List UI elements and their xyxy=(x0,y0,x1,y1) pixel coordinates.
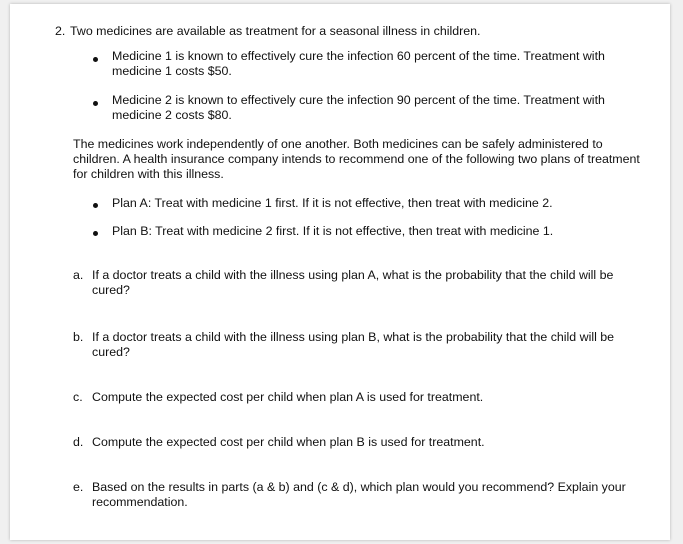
document-page xyxy=(10,4,670,540)
part-c-letter: c. xyxy=(73,390,83,404)
question-number: 2. xyxy=(55,24,66,38)
part-e-letter: e. xyxy=(73,480,84,494)
bullet-icon xyxy=(93,231,98,236)
bullet-icon xyxy=(93,101,98,106)
part-a-text: If a doctor treats a child with the illness using plan A, what is the probability that the child will be cured? xyxy=(92,268,614,297)
part-d-text: Compute the expected cost per child when plan B is used for treatment. xyxy=(92,435,485,449)
bullet-icon xyxy=(93,57,98,62)
part-d-letter: d. xyxy=(73,435,84,449)
part-b-letter: b. xyxy=(73,330,84,344)
part-a-letter: a. xyxy=(73,268,84,282)
medicine-2-text: Medicine 2 is known to effectively cure the infection 90 percent of the time. Treatment with medicine 2 costs $80. xyxy=(112,93,605,122)
question-block xyxy=(10,4,670,540)
part-e-text: Based on the results in parts (a & b) and (c & d), which plan would you recommend? Explain your recommendation. xyxy=(92,480,626,509)
bullet-icon xyxy=(93,203,98,208)
question-intro: Two medicines are available as treatment for a seasonal illness in children. xyxy=(70,24,481,38)
plan-a-text: Plan A: Treat with medicine 1 first. If it is not effective, then treat with medicine 2. xyxy=(112,196,553,210)
plan-b-text: Plan B: Treat with medicine 2 first. If it is not effective, then treat with medicine 1. xyxy=(112,224,554,238)
context-paragraph: The medicines work independently of one another. Both medicines can be safely administered to children. A health insurance company intends to recommend one of the following two plans of treatment for children with this illness. xyxy=(73,137,640,181)
medicine-1-text: Medicine 1 is known to effectively cure the infection 60 percent of the time. Treatment with medicine 1 costs $50. xyxy=(112,49,605,78)
part-c-text: Compute the expected cost per child when plan A is used for treatment. xyxy=(92,390,484,404)
part-b-text: If a doctor treats a child with the illness using plan B, what is the probability that the child will be cured? xyxy=(92,330,615,359)
